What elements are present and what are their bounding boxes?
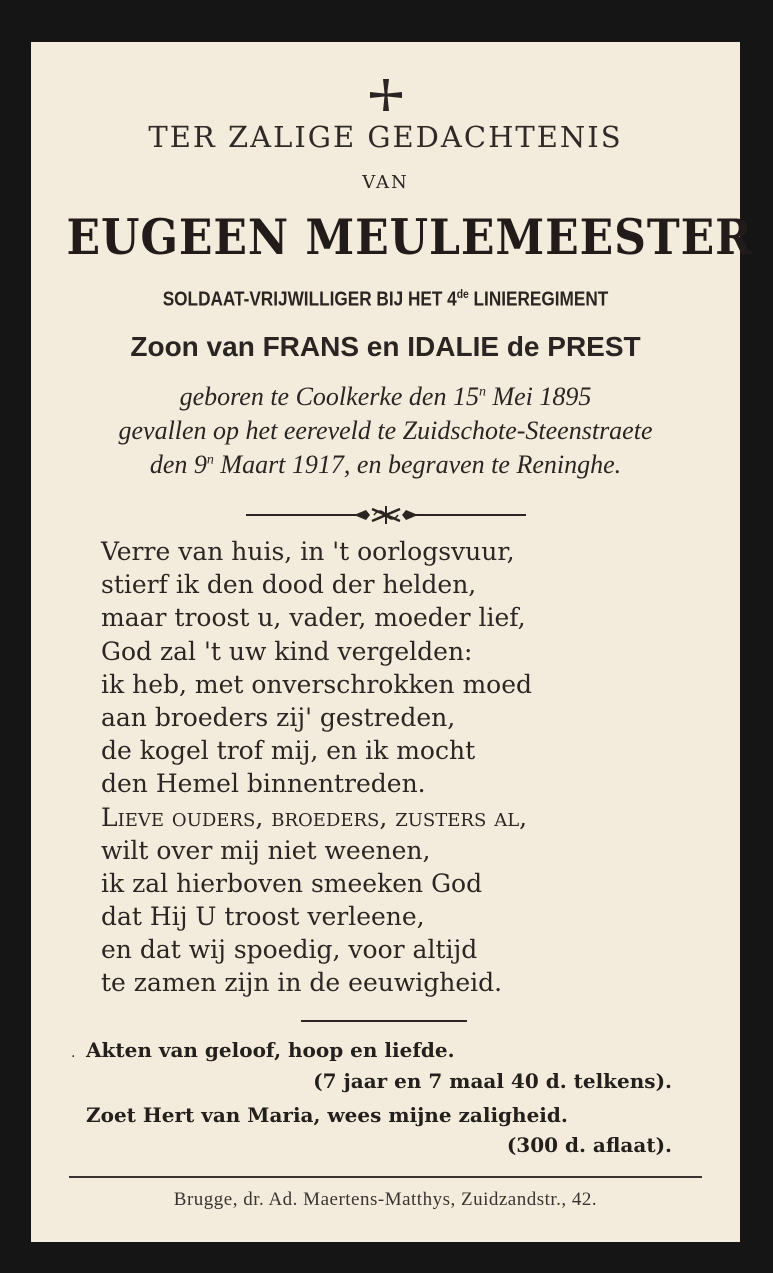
birth-line: geboren te Coolkerke den 15$^n$ Mei 1895: [179, 382, 592, 411]
poem-line: de kogel trof mij, en ik mocht: [101, 736, 476, 766]
deceased-name: EUGEEN MEULEMEESTER: [66, 208, 753, 266]
poem-line: maar troost u, vader, moeder lief,: [101, 603, 526, 633]
divider: [69, 1176, 702, 1178]
burial-line: den 9$^n$ Maart 1917, en begraven te Reninghe.: [149, 450, 622, 479]
printer-imprint: Brugge, dr. Ad. Maertens-Matthys, Zuidzandstr., 42.: [173, 1189, 598, 1210]
poem-line: wilt over mij niet weenen,: [101, 835, 431, 865]
poem-line: stierf ik den dood der helden,: [101, 570, 477, 600]
prayer-sacred-heart: Zoet Hert van Maria, wees mijne zaligheid.: [86, 1103, 568, 1127]
cross-icon: [31, 77, 740, 113]
indulgence-sacred-heart: (300 d. aflaat).: [506, 1133, 672, 1157]
divider: [301, 1020, 467, 1022]
poem-line: en dat wij spoedig, voor altijd: [101, 935, 478, 965]
dot-mark: .: [71, 1045, 76, 1061]
poem-line: den Hemel binnentreden.: [101, 769, 426, 799]
military-rank: SOLDAAT-VRIJWILLIGER BIJ HET 4de LINIEREGIMENT: [162, 287, 609, 311]
ornament-divider-icon: [31, 505, 740, 525]
poem-line: dat Hij U troost verleene,: [101, 902, 425, 932]
van-label: VAN: [362, 172, 409, 193]
poem-line: ik heb, met onverschrokken moed: [101, 669, 533, 699]
poem-line: Verre van huis, in 't oorlogsvuur,: [101, 537, 515, 566]
poem-line: Lieve ouders, broeders, zusters al,: [101, 802, 528, 832]
poem-line: God zal 't uw kind vergelden:: [101, 636, 473, 666]
parents-line: Zoon van FRANS en IDALIE de PREST: [130, 331, 641, 362]
heading: TER ZALIGE GEDACHTENIS: [148, 120, 623, 154]
poem: [101, 535, 701, 1000]
poem-line: te zamen zijn in de eeuwigheid.: [101, 968, 503, 998]
prayer-acts: Akten van geloof, hoop en liefde.: [86, 1038, 455, 1062]
indulgence-acts: (7 jaar en 7 maal 40 d. telkens).: [313, 1069, 672, 1093]
death-line: gevallen op het eereveld te Zuidschote-Steenstraete: [118, 416, 653, 445]
memorial-card-paper: [31, 42, 753, 1242]
poem-line: ik zal hierboven smeeken God: [101, 868, 483, 898]
poem-line: aan broeders zij' gestreden,: [101, 702, 456, 732]
